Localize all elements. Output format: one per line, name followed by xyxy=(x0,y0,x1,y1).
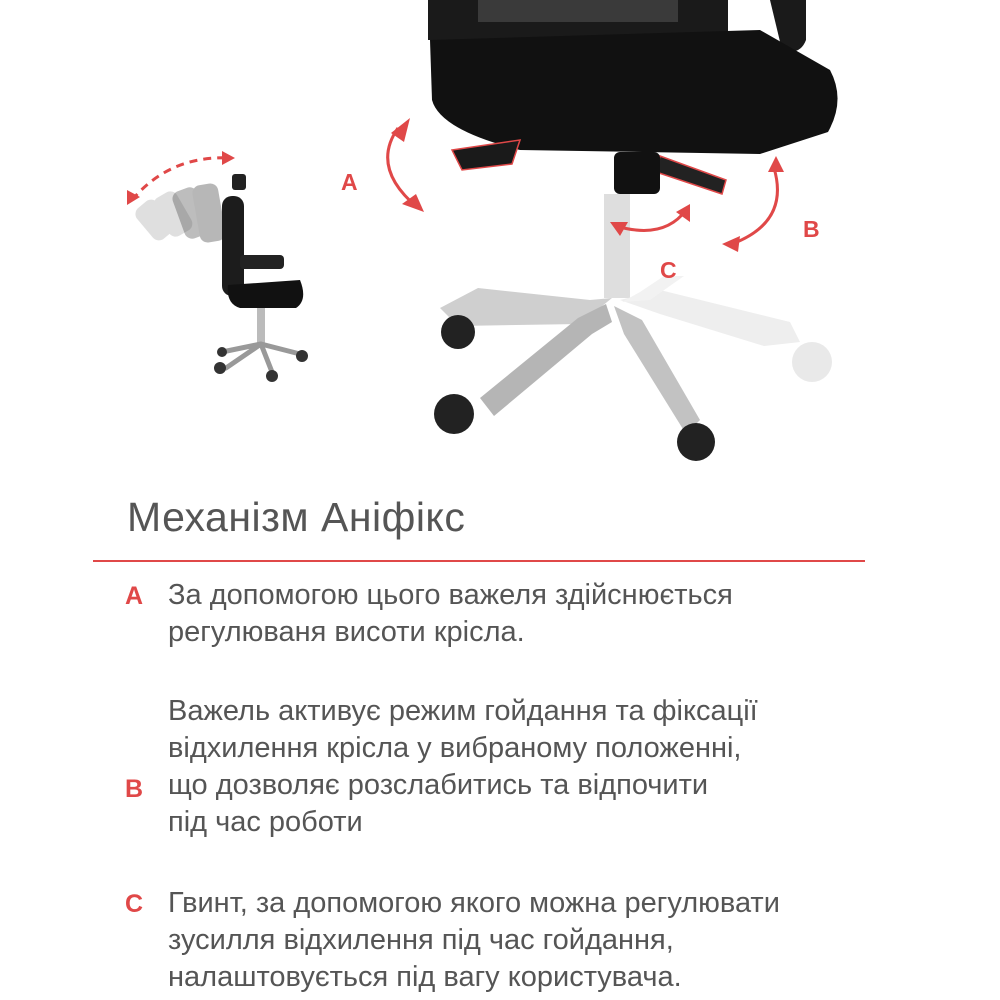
item-letter-c: C xyxy=(125,890,144,918)
item-b-line: під час роботи xyxy=(168,806,363,838)
label-a: A xyxy=(341,169,358,195)
chair-illustration xyxy=(0,0,1000,480)
heading-divider xyxy=(93,560,865,562)
item-description-c xyxy=(168,885,928,996)
arrow-b xyxy=(732,168,777,244)
item-description-b xyxy=(168,693,928,841)
item-b-line: Важель активує режим гойдання та фіксації xyxy=(168,695,758,727)
item-a-line: регулюваня висоти крісла. xyxy=(168,616,525,648)
item-b-line: що дозволяє розслабитись та відпочити xyxy=(168,769,709,801)
label-b: B xyxy=(803,216,820,242)
item-letter-a: A xyxy=(125,582,144,610)
recline-diagram xyxy=(127,151,308,382)
item-b-line: відхилення крісла у вибраному положенні, xyxy=(168,732,742,764)
item-description-a xyxy=(168,577,928,651)
item-a-line: За допомогою цього важеля здійснюється xyxy=(168,579,733,611)
label-c: C xyxy=(660,257,677,283)
item-c-line: зусилля відхилення під час гойдання, xyxy=(168,924,674,956)
item-c-line: налаштовується під вагу користувача. xyxy=(168,961,682,993)
item-letter-b: B xyxy=(125,775,144,803)
item-c-line: Гвинт, за допомогою якого можна регулювати xyxy=(168,887,780,919)
section-heading: Механізм Аніфікс xyxy=(127,494,466,540)
